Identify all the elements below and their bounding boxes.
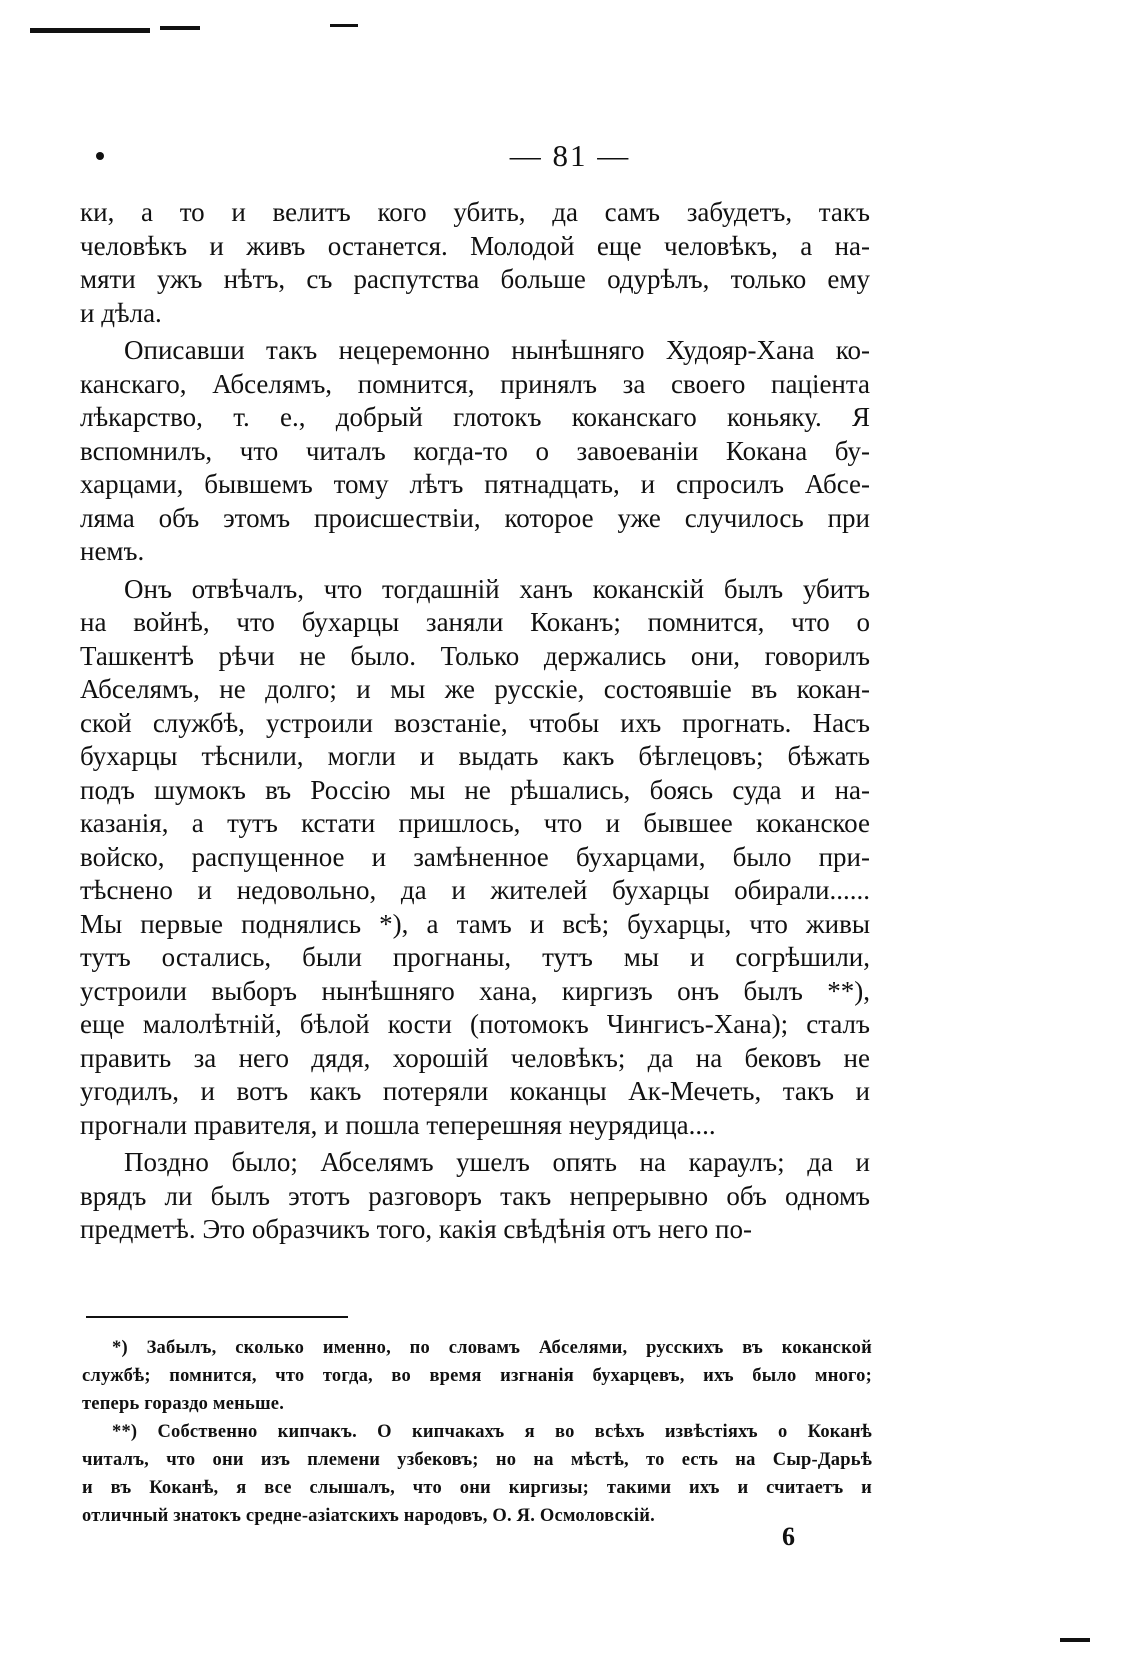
paragraph-line: устроили выборъ нынѣшняго хана, киргизъ онъ былъ **), [80,975,870,1006]
paragraph-line: лѣкарство, т. е., добрый глотокъ коканскаго коньяку. Я [80,402,870,432]
paragraph-line: Ташкентѣ рѣчи не было. Только держались они, говорилъ [80,640,870,671]
paragraph-line: прогнали правителя, и пошла теперешняя неурядица.... [80,1109,716,1140]
paragraph-line: мяти ужъ нѣтъ, съ распутства больше одурѣлъ, только ему [80,264,870,294]
paragraph-line: ляма объ этомъ происшествіи, которое уже случилось при [80,502,870,533]
paragraph-line: ки, а то и велитъ кого убить, да самъ забудетъ, такъ [80,197,870,227]
footnote-line: читалъ, что они изъ племени узбековъ; но на мѣстѣ, то есть на Сыр-Дарьѣ [82,1450,872,1470]
scan-speck [330,24,358,27]
paragraph-line: на войнѣ, что бухарцы заняли Коканъ; помнится, что о [80,607,870,637]
paragraph-line: человѣкъ и живъ останется. Молодой еще человѣкъ, а на- [80,230,870,261]
paragraph-line: править за него дядя, хорошій человѣкъ; да на бековъ не [80,1042,870,1073]
body-text [80,196,870,1247]
paragraph-line: Мы первые поднялись *), а тамъ и всѣ; бухарцы, что живы [80,908,870,939]
paragraph-line: и дѣла. [80,297,162,328]
paragraph-line: еще малолѣтній, бѣлой кости (потомокъ Чингисъ-Хана); сталъ [80,1009,870,1039]
footnote-rule [86,1316,348,1318]
paragraph-line: бухарцы тѣснили, могли и выдать какъ бѣглецовъ; бѣжать [80,741,870,771]
paragraph-line: предметѣ. Это образчикъ того, какія свѣдѣнія отъ него по- [80,1214,752,1244]
footnote-line: теперь гораздо меньше. [82,1394,285,1414]
page-header: — 81 — [509,138,631,173]
paragraph-line: ской службѣ, устроили возстаніе, чтобы ихъ прогнать. Насъ [80,707,870,738]
footnote-line: службѣ; помнится, что тогда, во время изгнанія бухарцевъ, ихъ было много; [82,1366,872,1386]
paragraph-line: Онъ отвѣчалъ, что тогдашній ханъ коканскій былъ убитъ [124,573,870,604]
paragraph-line: канскаго, Абселямъ, помнится, принялъ за своего паціента [80,368,870,399]
paragraph-line: тѣснено и недовольно, да и жителей бухарцы обирали...... [80,875,870,905]
footnotes [82,1334,872,1530]
paragraph-line: Абселямъ, не долго; и мы же русскіе, состоявшіе въ кокан- [80,674,870,704]
scan-speck [160,26,200,30]
footnote-line: **) Собственно кипчакъ. О кипчакахъ я во всѣхъ извѣстіяхъ о Коканѣ [112,1422,872,1442]
paragraph-line: подъ шумокъ въ Россію мы не рѣшались, боясь суда и на- [80,774,870,805]
paragraph-line: вспомнилъ, что читалъ когда-то о завоеваніи Кокана бу- [80,435,870,466]
signature-mark: 6 [782,1522,795,1551]
paragraph-line: войско, распущенное и замѣненное бухарцами, было при- [80,841,870,872]
footnote-line: отличный знатокъ средне-азіатскихъ народовъ, О. Я. Осмоловскій. [82,1506,655,1526]
scan-speck [30,28,150,33]
paragraph-line: Поздно было; Абселямъ ушелъ опять на караулъ; да и [124,1147,870,1177]
paragraph-line: врядъ ли былъ этотъ разговоръ такъ непрерывно объ одномъ [80,1180,870,1211]
paragraph-line: казанія, а тутъ кстати пришлось, что и бывшее коканское [80,808,870,838]
paragraph-line: тутъ остались, были прогнаны, тутъ мы и согрѣшили, [80,942,870,972]
paragraph-line: Описавши такъ нецеремонно нынѣшняго Худояр-Хана ко- [124,335,870,365]
scan-speck [1060,1638,1090,1642]
paragraph-line: немъ. [80,536,145,566]
footnote-line: *) Забылъ, сколько именно, по словамъ Абселями, русскихъ въ коканской [112,1338,872,1358]
footnote-line: и въ Коканѣ, я все слышалъ, что они киргизы; такими ихъ и считаетъ и [82,1478,872,1498]
paragraph-line: харцами, бывшемъ тому лѣтъ пятнадцать, и спросилъ Абсе- [80,469,870,499]
paragraph-line: угодилъ, и вотъ какъ потеряли коканцы Ак-Мечеть, такъ и [80,1076,870,1106]
